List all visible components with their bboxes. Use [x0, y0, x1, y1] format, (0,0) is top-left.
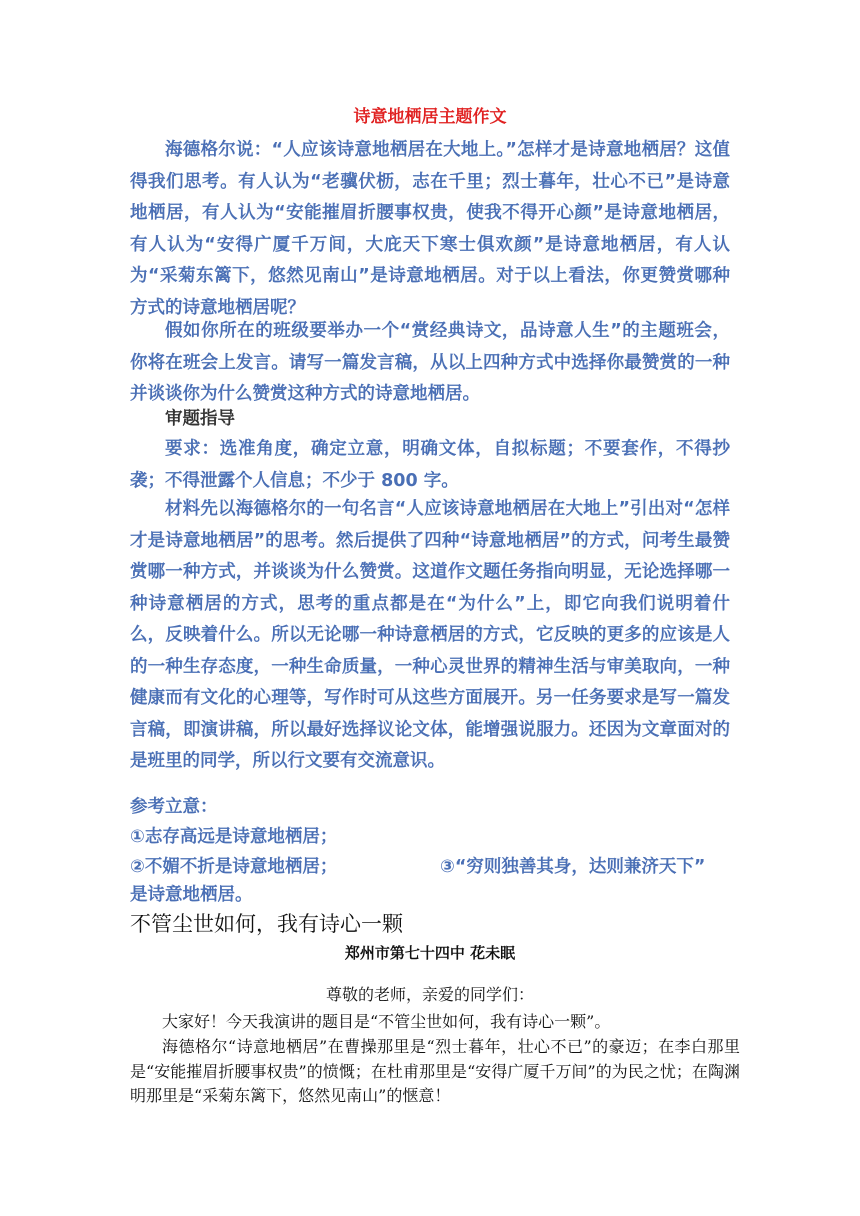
essay-greeting: 尊敬的老师，亲爱的同学们：	[325, 985, 534, 1004]
reference-item-1: ①志存高远是诗意地栖居；	[130, 827, 338, 847]
reference-heading: 参考立意：	[130, 797, 218, 817]
reference-item-3: ③“穷则独善其身，达则兼济天下”	[440, 857, 706, 877]
requirements-paragraph: 要求：选准角度，确定立意，明确文体，自拟标题；不要套作，不得抄袭；不得泄露个人信息；不少于 800 字。	[130, 439, 730, 491]
essay-author: 郑州市第七十四中 花未眠	[344, 944, 516, 962]
document-title: 诗意地栖居主题作文	[353, 107, 507, 127]
essay-paragraph-2: 海德格尔“诗意地栖居”在曹操那里是“烈士暮年，壮心不已”的豪迈；在李白那里是“安能摧眉折腰事权贵”的愤慨；在杜甫那里是“安得广厦千万间”的为民之忧；在陶渊明那里是“采菊东篱下，悠然见南山”的惬意！	[130, 1037, 740, 1105]
analysis-paragraph: 材料先以海德格尔的一句名言“人应该诗意地栖居在大地上”引出对“怎样才是诗意地栖居”的思考。然后提供了四种“诗意地栖居”的方式，问考生最赞赏哪一种方式，并谈谈为什么赞赏。这道作文题任务指向明显，无论选择哪一种诗意栖居的方式，思考的重点都是在“为什么”上，即它向我们说明着什么，反映着什么。所以无论哪一种诗意栖居的方式，它反映的更多的应该是人的一种生存态度，一种生命质量，一种心灵世界的精神生活与审美取向，一种健康而有文化的心理等，写作时可从这些方面展开。另一任务要求是写一篇发言稿，即演讲稿，所以最好选择议论文体，能增强说服力。还因为文章面对的是班里的同学，所以行文要有交流意识。	[130, 499, 730, 771]
reference-item-2: ②不媚不折是诗意地栖居；	[130, 857, 338, 877]
essay-title: 不管尘世如何，我有诗心一颗	[130, 912, 403, 936]
prompt-paragraph-2: 假如你所在的班级要举办一个“赏经典诗文，品诗意人生”的主题班会，你将在班会上发言。请写一篇发言稿，从以上四种方式中选择你最赞赏的一种并谈谈你为什么赞赏这种方式的诗意地栖居。	[130, 321, 730, 404]
prompt-paragraph-1: 海德格尔说：“人应该诗意地栖居在大地上。”怎样才是诗意地栖居？这值得我们思考。有人认为“老骥伏枥，志在千里；烈士暮年，壮心不已”是诗意地栖居，有人认为“安能摧眉折腰事权贵，使我不得开心颜”是诗意地栖居，有人认为“安得广厦千万间，大庇天下寒士俱欢颜”是诗意地栖居，有人认为“采菊东篱下，悠然见南山”是诗意地栖居。对于以上看法，你更赞赏哪种方式的诗意地栖居呢？	[130, 140, 730, 318]
essay-paragraph-1: 大家好！今天我演讲的题目是“不管尘世如何，我有诗心一颗”。	[162, 1012, 611, 1031]
reference-item-3-continued: 是诗意地栖居。	[130, 885, 253, 905]
guide-heading: 审题指导	[165, 409, 235, 429]
